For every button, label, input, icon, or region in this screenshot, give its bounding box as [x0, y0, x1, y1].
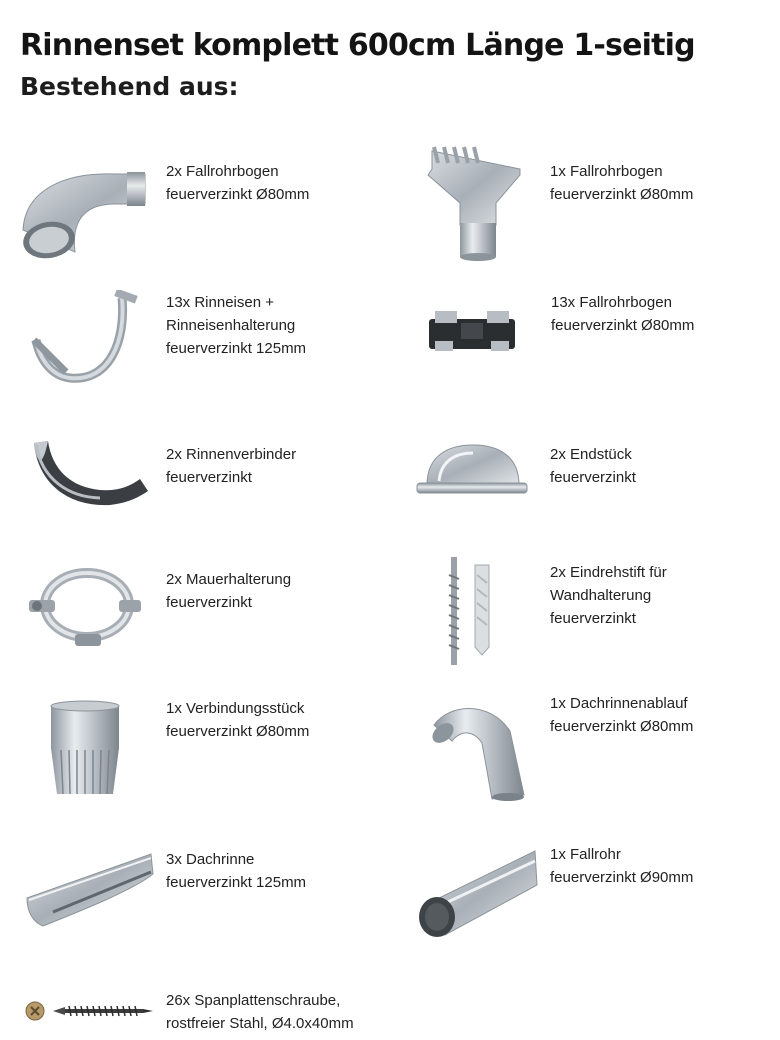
downpipe-icon: [415, 845, 540, 940]
gutter-channel-icon: [23, 850, 155, 930]
item-text: 2x Eindrehstift für Wandhalterung feuerverzinkt: [550, 564, 667, 627]
item-text: 13x Rinneisen + Rinneisenhalterung feuerverzinkt 125mm: [166, 294, 307, 357]
item-text: 1x Fallrohr feuerverzinkt Ø90mm: [550, 846, 694, 886]
end-cap-icon: [415, 441, 530, 501]
item-text: 2x Rinnenverbinder feuerverzinkt: [166, 446, 297, 486]
pipe-clamp-icon: [25, 560, 145, 655]
item-text: 1x Fallrohrbogen feuerverzinkt Ø80mm: [550, 163, 694, 203]
item-text: 2x Mauerhalterung feuerverzinkt: [166, 571, 292, 611]
outlet-funnel-icon: [420, 145, 530, 263]
bent-pipe-icon: [430, 695, 530, 805]
page-subtitle: Bestehend aus:: [20, 72, 239, 101]
item-text: 1x Dachrinnenablauf feuerverzinkt Ø80mm: [550, 695, 694, 735]
page-title: Rinnenset komplett 600cm Länge 1-seitig: [20, 28, 695, 63]
gutter-connector-icon: [30, 435, 150, 515]
item-text: 1x Verbindungsstück feuerverzinkt Ø80mm: [166, 700, 310, 740]
gutter-hanger-icon: [30, 290, 145, 390]
wood-screw-icon: [25, 997, 155, 1027]
item-text: 2x Endstück feuerverzinkt: [550, 446, 636, 486]
item-text: 13x Fallrohrbogen feuerverzinkt Ø80mm: [551, 294, 695, 334]
bracket-clip-icon: [425, 307, 520, 357]
pipe-connector-icon: [45, 700, 125, 800]
item-text: 3x Dachrinne feuerverzinkt 125mm: [166, 851, 307, 891]
item-text: 26x Spanplattenschraube, rostfreier Stahl, Ø4.0x40mm: [166, 992, 354, 1032]
elbow-pipe-icon: [15, 160, 150, 265]
screw-dowel-icon: [445, 555, 505, 670]
item-text: 2x Fallrohrbogen feuerverzinkt Ø80mm: [166, 163, 310, 203]
